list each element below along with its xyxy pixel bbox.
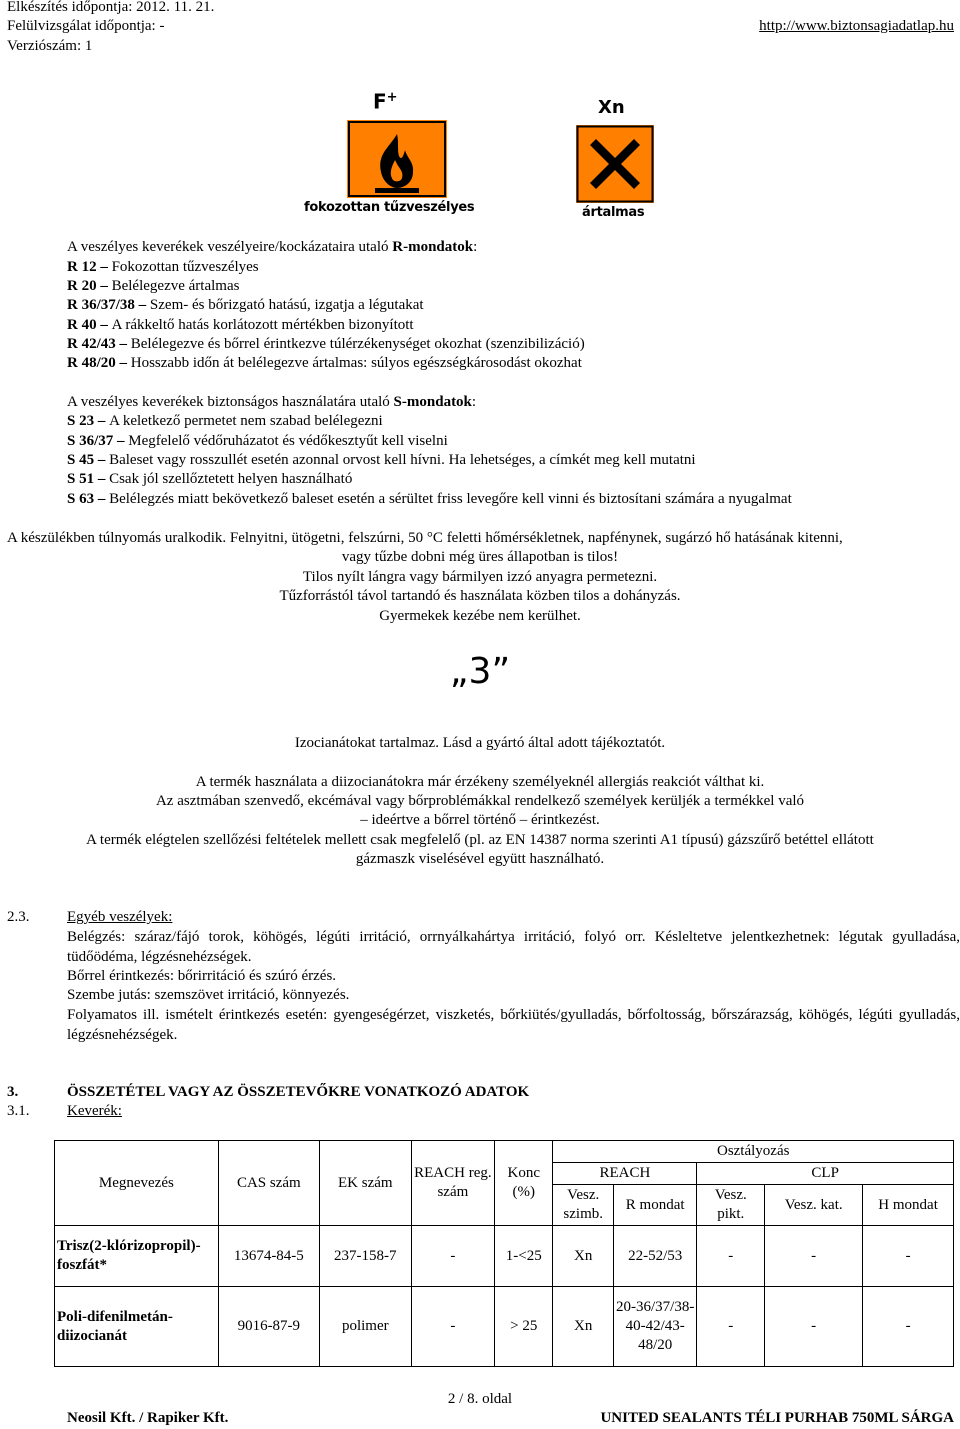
header-vesz-pikt: Vesz. pikt. [697, 1185, 765, 1226]
header-h-mondat: H mondat [863, 1185, 954, 1226]
s-phrase-item: S 51 – Csak jól szellőztetett helyen használható [67, 471, 353, 487]
s-phrase-item: S 45 – Baleset vagy rosszullét esetén azonnal orvost kell hívni. Ha lehetséges, a címkét meg kell mutatni [67, 452, 696, 468]
section-number: 2.3. [7, 909, 30, 925]
header-vesz-kat: Vesz. kat. [765, 1185, 863, 1226]
warning-line: Gyermekek kezébe nem kerülhet. [379, 608, 581, 624]
subsection-title: Keverék: [67, 1103, 122, 1119]
cross-icon [576, 125, 654, 203]
revised-date: Felülvizsgálat időpontja: - [7, 18, 165, 34]
cell-konc: 1-<25 [495, 1226, 553, 1287]
cell-symb: Xn [553, 1287, 613, 1367]
isocyanate-line: Izocianátokat tartalmaz. Lásd a gyártó által adott tájékoztatót. [294, 735, 666, 751]
s-phrases-intro: A veszélyes keverékek biztonságos használatára utaló S-mondatok: [67, 394, 477, 410]
header-cas: CAS szám [218, 1141, 319, 1226]
header-reach-reg: REACH reg. szám [411, 1141, 494, 1226]
footer-company: Neosil Kft. / Rapiker Kft. [67, 1410, 229, 1426]
header-ek: EK szám [319, 1141, 411, 1226]
cell-pikt: - [697, 1287, 765, 1367]
cell-name: Trisz(2-klórizopropil)-foszfát* [55, 1226, 219, 1287]
section-number: 3. [7, 1084, 19, 1100]
section-paragraph: Szembe jutás: szemszövet irritáció, könnyezés. [67, 987, 350, 1003]
r-phrase-item: R 42/43 – Belélegezve és bőrrel érintkezve túlérzékenységet okozhat (szenzibilizáció) [67, 336, 585, 352]
cell-name: Poli-difenilmetán-diizocianát [55, 1287, 219, 1367]
r-phrases-intro: A veszélyes keverékek veszélyeire/kockázataira utaló R-mondatok: [67, 239, 478, 255]
composition-table [54, 1140, 954, 1367]
isocyanate-line: – ideértve a bőrrel történő – érintkezést. [360, 812, 600, 828]
section-title: ÖSSZETÉTEL VAGY AZ ÖSSZETEVŐKRE VONATKOZÓ ADATOK [67, 1084, 530, 1100]
version-number: Verziószám: 1 [7, 38, 93, 54]
warning-line: Tűzforrástól távol tartandó és használata közben tilos a dohányzás. [279, 588, 681, 604]
s-phrase-item: S 63 – Belélegzés miatt bekövetkező baleset esetén a sérültet friss levegőre kell vinni és biztosítani számára a nyugalmat [67, 491, 792, 507]
s-phrase-item: S 23 – A keletkező permetet nem szabad belélegezni [67, 413, 383, 429]
section-paragraph: Belégzés: száraz/fájó torok, köhögés, légúti irritáció, orrnyálkahártya irritáció, folyó orr. Késleltetve jelentkezhetnek: légutak gyulladása, tüdőödéma, légzésnehézségek. [67, 929, 960, 965]
warning-line: vagy tűzbe dobni még üres állapotban is tilos! [341, 549, 619, 565]
harmful-label: ártalmas [582, 205, 645, 220]
footer-product: UNITED SEALANTS TÉLI PURHAB 750ML SÁRGA [600, 1410, 954, 1426]
header-classification: Osztályozás [553, 1141, 954, 1163]
warning-line: Tilos nyílt lángra vagy bármilyen izzó anyagra permetezni. [302, 569, 658, 585]
s-phrase-item: S 36/37 – Megfelelő védőruházatot és védőkesztyűt kell viselni [67, 433, 448, 449]
header-vesz-szimb: Vesz. szimb. [553, 1185, 613, 1226]
cell-symb: Xn [553, 1226, 613, 1287]
cell-cas: 13674-84-5 [218, 1226, 319, 1287]
r-phrase-item: R 12 – Fokozottan tűzveszélyes [67, 259, 259, 275]
cell-r: 20-36/37/38-40-42/43-48/20 [613, 1287, 696, 1367]
created-date: Elkészítés időpontja: 2012. 11. 21. [7, 0, 215, 15]
cell-kat: - [765, 1287, 863, 1367]
cell-ek: 237-158-7 [319, 1226, 411, 1287]
header-reach: REACH [553, 1163, 697, 1185]
isocyanate-line: gázmaszk viselésével együtt használható. [355, 851, 605, 867]
table-row [55, 1226, 954, 1287]
cell-konc: > 25 [495, 1287, 553, 1367]
flame-icon [347, 120, 447, 198]
page-number: 2 / 8. oldal [447, 1391, 513, 1407]
r-phrase-item: R 40 – A rákkeltő hatás korlátozott mértékben bizonyított [67, 317, 414, 333]
warning-line: A készülékben túlnyomás uralkodik. Felnyitni, ütögetni, felszúrni, 50 °C feletti hőmérsékletnek, napfénynek, sugárzó hő hatásának kitenni, [7, 530, 843, 546]
r-phrase-item: R 20 – Belélegezve ártalmas [67, 278, 240, 294]
isocyanate-line: A termék használata a diizocianátokra már érzékeny személyeknél allergiás reakciót válthat ki. [195, 774, 765, 790]
flammable-label: fokozottan tűzveszélyes [304, 200, 475, 215]
subsection-number: 3.1. [7, 1103, 30, 1119]
cell-h: - [863, 1226, 954, 1287]
isocyanate-line: A termék elégtelen szellőzési feltételek mellett csak megfelelő (pl. az EN 14387 norma szerinti A1 típusú) gázszűrő betéttel ellátott [86, 832, 874, 848]
cell-cas: 9016-87-9 [218, 1287, 319, 1367]
table-row [55, 1287, 954, 1367]
section-title: Egyéb veszélyek: [67, 909, 173, 925]
cell-ek: polimer [319, 1287, 411, 1367]
website-link[interactable]: http://www.biztonsagiadatlap.hu [759, 18, 954, 34]
section-paragraph: Folyamatos ill. ismételt érintkezés esetén: gyengeségérzet, viszketés, bőrkiütés/gyulladás, bőrfoltosság, bőrszárazság, köhögés, légúti gyulladás, légzésnehézségek. [67, 1007, 960, 1043]
r-phrase-item: R 48/20 – Hosszabb időn át belélegezve ártalmas: súlyos egészségkárosodást okozhat [67, 355, 582, 371]
cell-reg: - [411, 1226, 494, 1287]
header-r-mondat: R mondat [613, 1185, 696, 1226]
section-paragraph: Bőrrel érintkezés: bőrirritáció és szúró érzés. [67, 968, 337, 984]
cell-h: - [863, 1287, 954, 1367]
header-konc: Konc (%) [495, 1141, 553, 1226]
cell-r: 22-52/53 [613, 1226, 696, 1287]
flammable-code: F+ [373, 89, 398, 114]
cell-reg: - [411, 1287, 494, 1367]
header-name: Megnevezés [55, 1141, 219, 1226]
cell-kat: - [765, 1226, 863, 1287]
harmful-code: Xn [598, 97, 625, 118]
isocyanate-line: Az asztmában szenvedő, ekcémával vagy bőrproblémákkal rendelkező személyek kerüljék a termékkel való [155, 793, 805, 809]
header-clp: CLP [697, 1163, 954, 1185]
r-phrase-item: R 36/37/38 – Szem- és bőrizgató hatású, izgatja a légutakat [67, 297, 424, 313]
big-quote-mark: „3” [449, 651, 511, 692]
cell-pikt: - [697, 1226, 765, 1287]
